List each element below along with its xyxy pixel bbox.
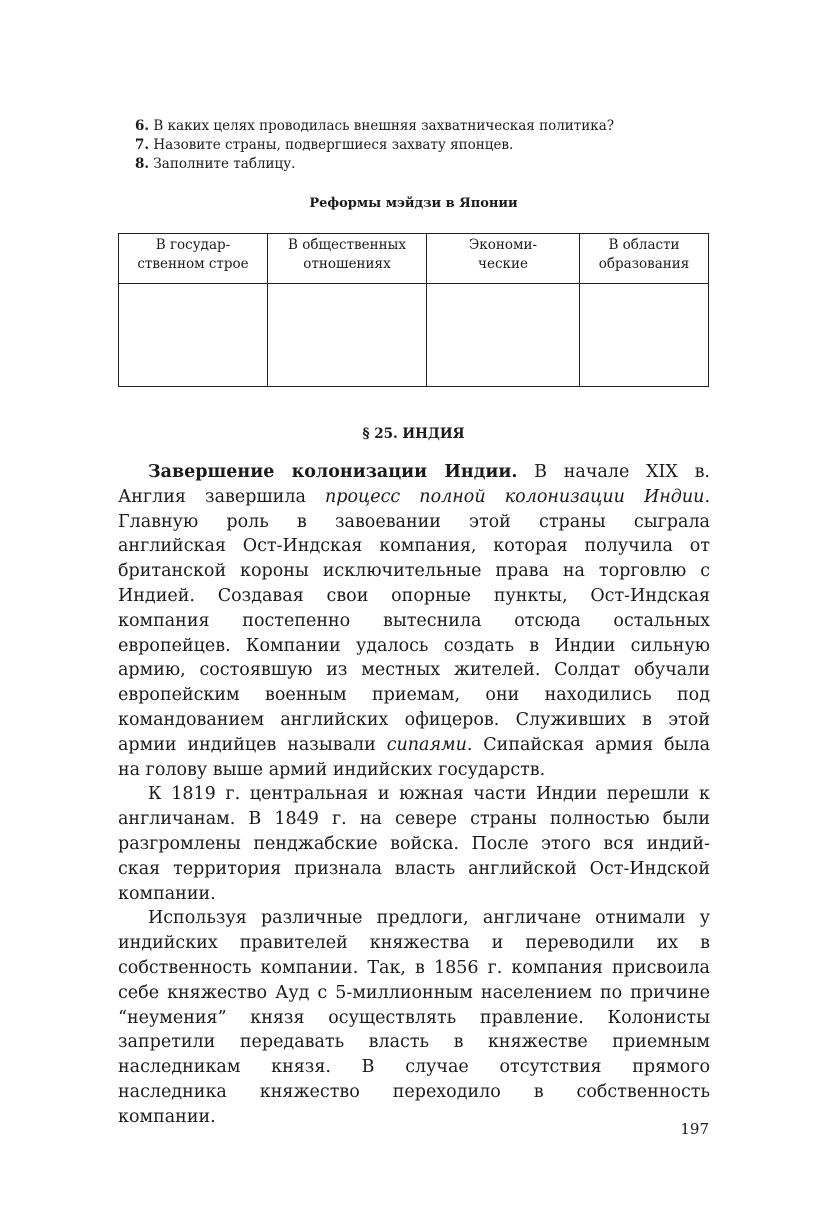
header-line: В государ- (155, 237, 231, 253)
question-number: 8. (135, 156, 150, 172)
text-line (118, 931, 710, 956)
text-line (118, 758, 710, 783)
header-line: В общественных (288, 237, 406, 253)
text-segment: “неумения” князя осуществлять правление. Колонисты (118, 1007, 710, 1028)
text-line (118, 1080, 710, 1105)
question-number: 6. (135, 118, 150, 134)
question-6 (135, 117, 614, 136)
text-line (118, 1105, 710, 1130)
text-segment: собственность компании. Так, в 1856 г. компания присвоила (118, 957, 710, 978)
text-segment: Главную роль в завоевании этой страны сыграла (118, 511, 710, 532)
text-segment: К 1819 г. центральная и южная части Индии перешли к (148, 784, 710, 805)
header-cell (119, 234, 268, 284)
text-line (118, 584, 710, 609)
text-segment: индийских правителей княжества и переводили их в (118, 933, 710, 954)
text-segment: британской короны исключительные права на торговлю с (118, 561, 710, 582)
text-line (118, 1006, 710, 1031)
header-cell (427, 234, 580, 284)
text-segment: Англия завершила (118, 486, 326, 507)
text-line (118, 658, 710, 683)
text-segment: европейским военным приемам, они находились под (118, 685, 710, 706)
question-7 (135, 136, 513, 155)
header-line: образования (598, 256, 690, 272)
text-segment: на голову выше армий индийских государств. (118, 759, 546, 780)
empty-cell[interactable] (268, 284, 427, 387)
text-segment: английская Ост-Индская компания, которая получила от (118, 536, 710, 557)
text-line (118, 733, 710, 758)
text-segment: наследника княжество переходило в собственность (118, 1081, 710, 1102)
header-cell (580, 234, 709, 284)
text-line (118, 832, 710, 857)
text-line (118, 485, 710, 510)
text-line (118, 956, 710, 981)
header-line: В области (608, 237, 680, 253)
reforms-table (118, 233, 709, 387)
text-segment: командованием английских офицеров. Служивших в этой (118, 709, 710, 730)
text-line (118, 1030, 710, 1055)
section-title: § 25. ИНДИЯ (362, 426, 465, 442)
text-line (118, 857, 710, 882)
text-segment: Используя различные предлоги, англичане отнимали у (148, 908, 710, 929)
text-segment: запретили передавать власть в княжестве приемным (118, 1032, 710, 1053)
page-number: 197 (680, 1120, 709, 1138)
empty-cell[interactable] (580, 284, 709, 387)
question-text: Заполните таблицу. (153, 156, 296, 172)
text-segment: англичанам. В 1849 г. на севере страны полностью были (118, 809, 710, 830)
text-segment: ская территория признала власть английской Ост-Индской (118, 858, 710, 879)
table-header-row (119, 234, 709, 284)
text-line (118, 882, 710, 907)
text-segment: себе княжество Ауд с 5-миллионным населением по причине (118, 982, 710, 1003)
italic-term: процесс полной колонизации Индии. (325, 486, 711, 507)
table-title: Реформы мэйдзи в Японии (309, 196, 518, 211)
text-line (118, 1055, 710, 1080)
question-text: Назовите страны, подвергшиеся захвату японцев. (153, 137, 514, 153)
question-text: В каких целях проводилась внешняя захватническая политика? (153, 118, 614, 134)
text-line (118, 807, 710, 832)
text-segment: В начале XIX в. (517, 462, 710, 482)
question-8 (135, 155, 295, 174)
text-segment: компании. (118, 1106, 216, 1127)
header-line: ческие (478, 256, 528, 272)
text-segment: европейцев. Компании удалось создать в Индии сильную (118, 635, 710, 656)
bold-heading: Завершение колонизации Индии. (148, 462, 518, 482)
text-segment: Индией. Создавая свои опорные пункты, Ост-Индская (118, 585, 710, 606)
header-line: отношениях (303, 256, 391, 272)
body-text (118, 460, 710, 1130)
table-empty-row (119, 284, 709, 387)
text-segment: армии индийцев называли (118, 734, 387, 755)
text-segment: армию, состоявшую из местных жителей. Солдат обучали (118, 660, 710, 681)
italic-term: сипаями (386, 734, 467, 755)
question-number: 7. (135, 137, 150, 153)
text-line (118, 906, 710, 931)
text-segment: разгромлены пенджабские войска. После этого вся индий- (118, 833, 710, 854)
text-line (118, 708, 710, 733)
empty-cell[interactable] (119, 284, 268, 387)
text-line (118, 559, 710, 584)
header-line: Экономи- (468, 237, 538, 253)
text-line (118, 981, 710, 1006)
text-line (118, 534, 710, 559)
text-segment: наследникам князя. В случае отсутствия прямого (118, 1057, 710, 1078)
header-line: ственном строе (137, 256, 249, 272)
text-segment: компания постепенно вытеснила отсюда остальных (118, 610, 710, 631)
empty-cell[interactable] (427, 284, 580, 387)
text-line (118, 683, 710, 708)
text-line (118, 609, 710, 634)
text-segment: . Сипайская армия была (466, 734, 711, 755)
text-segment: компании. (118, 883, 216, 904)
text-line (118, 634, 710, 659)
header-cell (268, 234, 427, 284)
text-line (118, 782, 710, 807)
text-line (118, 460, 710, 485)
text-line (118, 510, 710, 535)
